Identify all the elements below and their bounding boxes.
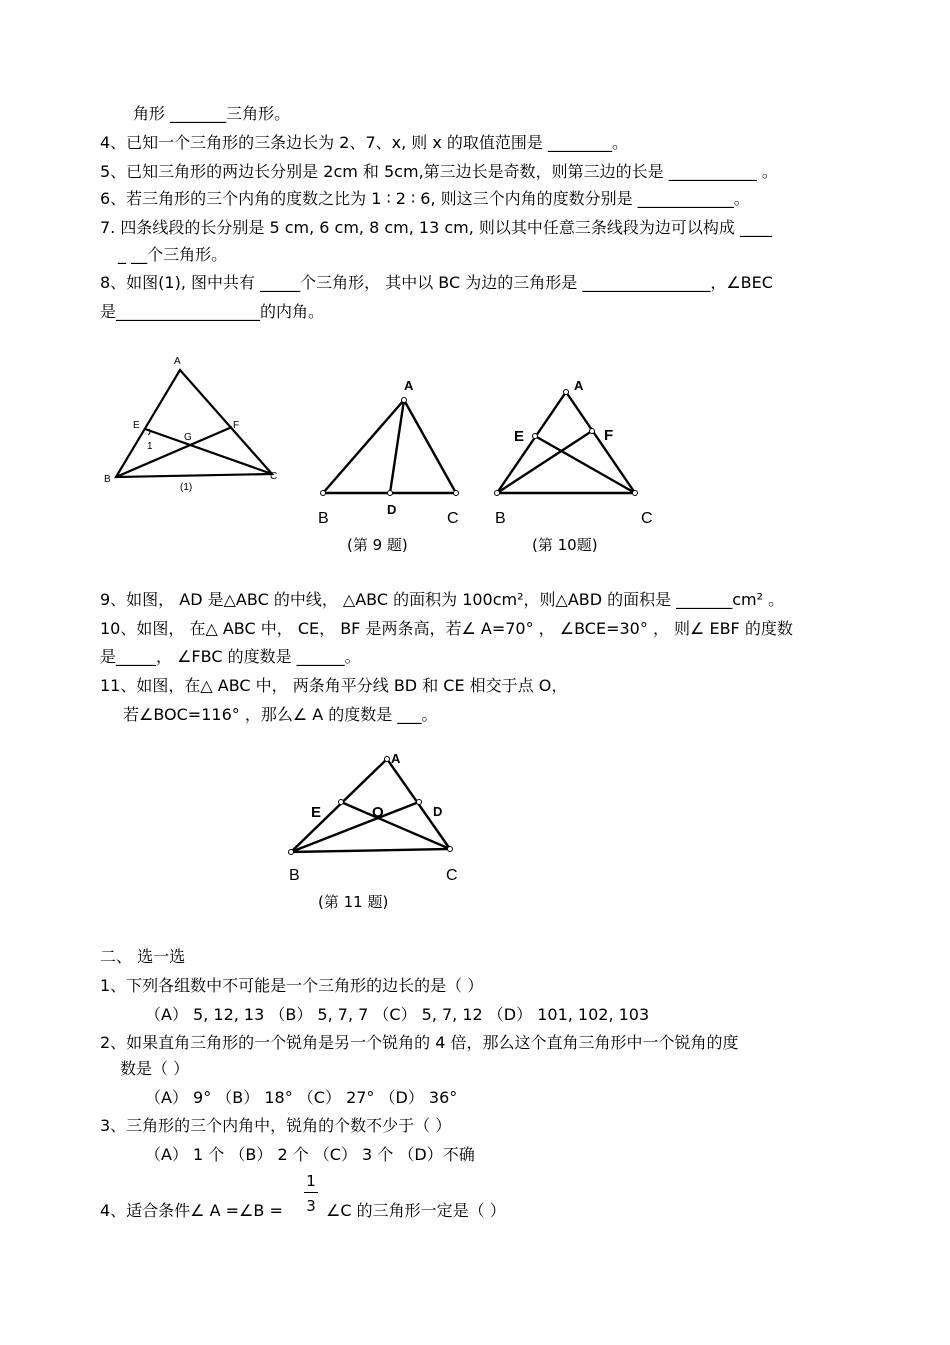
label-e: E bbox=[311, 804, 322, 821]
question-8-cont: 是__________________的内角。 bbox=[100, 302, 325, 321]
mc-question-4: 4、适合条件∠ A =∠B = bbox=[100, 1201, 283, 1220]
label-e: E bbox=[514, 428, 525, 445]
label-c: C bbox=[641, 510, 653, 527]
label-b: B bbox=[289, 867, 300, 884]
question-5: 5、已知三角形的两边长分别是 2cm 和 5cm,第三边长是奇数，则第三边的长是 ___________ 。 bbox=[100, 162, 778, 181]
q3-continuation: 角形 _______三角形。 bbox=[133, 104, 291, 123]
mc-question-4-cont: ∠C 的三角形一定是（ ） bbox=[326, 1201, 506, 1220]
figure-10 bbox=[488, 375, 663, 530]
question-11: 11、如图，在△ ABC 中， 两条角平分线 BD 和 CE 相交于点 O， bbox=[100, 676, 568, 695]
label-d: D bbox=[433, 804, 443, 819]
label-c: C bbox=[447, 510, 459, 527]
label-c: C bbox=[446, 867, 458, 884]
label-f: F bbox=[233, 420, 240, 431]
question-4: 4、已知一个三角形的三条边长为 2、7、x, 则 x 的取值范围是 ________。 bbox=[100, 133, 628, 152]
label-e: E bbox=[133, 420, 140, 431]
fraction-numerator: 1 bbox=[306, 1172, 316, 1190]
question-10-cont: 是_____， ∠FBC 的度数是 ______。 bbox=[100, 647, 361, 666]
figure-9 bbox=[312, 375, 472, 530]
question-7-cont: _ __个三角形。 bbox=[118, 245, 228, 264]
mc-question-3-options: （A） 1 个 （B） 2 个 （C） 3 个 （D）不确 bbox=[145, 1145, 475, 1164]
label-f: F bbox=[604, 427, 614, 444]
mc-question-1: 1、下列各组数中不可能是一个三角形的边长的是（ ） bbox=[100, 976, 484, 995]
mc-question-2: 2、如果直角三角形的一个锐角是另一个锐角的 4 倍，那么这个直角三角形中一个锐角的度 bbox=[100, 1033, 739, 1052]
fraction-bar bbox=[304, 1192, 318, 1193]
fraction-denominator: 3 bbox=[306, 1197, 316, 1215]
label-a: A bbox=[391, 751, 401, 766]
question-9: 9、如图， AD 是△ABC 的中线， △ABC 的面积为 100cm²，则△ABD 的面积是 _______cm² 。 bbox=[100, 590, 785, 609]
label-b: B bbox=[318, 510, 329, 527]
label-a: A bbox=[404, 378, 414, 393]
label-b: B bbox=[104, 474, 111, 485]
figure-10-caption: (第 10题) bbox=[532, 536, 598, 554]
question-8: 8、如图(1), 图中共有 _____个三角形， 其中以 BC 为边的三角形是 ________________，∠BEC bbox=[100, 273, 773, 292]
section-2-heading: 二、 选一选 bbox=[100, 947, 186, 966]
label-o: O bbox=[372, 804, 384, 821]
mc-question-2-options: （A） 9° （B） 18° （C） 27° （D） 36° bbox=[145, 1088, 458, 1107]
mc-question-3: 3、三角形的三个内角中，锐角的个数不少于（ ） bbox=[100, 1116, 452, 1135]
mc-question-2-cont: 数是（ ） bbox=[120, 1059, 190, 1078]
label-c: C bbox=[270, 471, 278, 482]
label-angle-1: 1 bbox=[147, 441, 153, 452]
question-10: 10、如图， 在△ ABC 中， CE， BF 是两条高，若∠ A=70° ， ∠BCE=30° ， 则∠ EBF 的度数 bbox=[100, 619, 793, 638]
figure-11-caption: (第 11 题) bbox=[318, 893, 389, 911]
label-b: B bbox=[495, 510, 506, 527]
question-11-cont: 若∠BOC=116° ，那么∠ A 的度数是 ___。 bbox=[123, 705, 438, 724]
figure-11 bbox=[280, 745, 480, 885]
mc-question-1-options: （A） 5, 12, 13 （B） 5, 7, 7 （C） 5, 7, 12 （D） 101, 102, 103 bbox=[145, 1005, 650, 1024]
question-7: 7. 四条线段的长分别是 5 cm, 6 cm, 8 cm, 13 cm, 则以其中任意三条线段为边可以构成 ____ bbox=[100, 218, 772, 237]
question-6: 6、若三角形的三个内角的度数之比为 1 ∶ 2 ∶ 6, 则这三个内角的度数分别是 ____________。 bbox=[100, 189, 750, 208]
figure-9-caption: (第 9 题) bbox=[347, 536, 408, 554]
label-a: A bbox=[174, 356, 181, 367]
figure-1-caption: (1) bbox=[180, 482, 193, 493]
figure-1 bbox=[100, 350, 285, 495]
label-d: D bbox=[387, 502, 397, 517]
label-a: A bbox=[574, 378, 584, 393]
label-g: G bbox=[184, 432, 192, 443]
